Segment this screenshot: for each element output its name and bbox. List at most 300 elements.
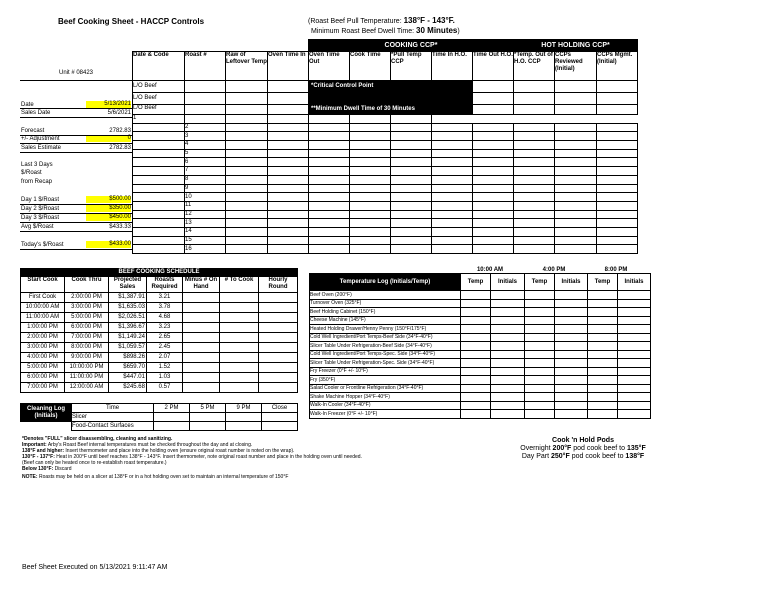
entry-cell[interactable] bbox=[514, 184, 555, 193]
entry-cell[interactable] bbox=[525, 299, 555, 308]
entry-cell[interactable] bbox=[226, 193, 268, 202]
entry-cell[interactable] bbox=[309, 167, 350, 176]
entry-cell[interactable] bbox=[491, 376, 525, 385]
entry-cell[interactable] bbox=[618, 401, 651, 410]
date-code-cell[interactable] bbox=[133, 175, 185, 184]
entry-cell[interactable] bbox=[432, 193, 473, 202]
entry-cell[interactable] bbox=[350, 210, 391, 219]
entry-cell[interactable] bbox=[491, 401, 525, 410]
entry-cell[interactable] bbox=[461, 393, 491, 402]
entry-cell[interactable] bbox=[618, 393, 651, 402]
entry-cell[interactable] bbox=[491, 325, 525, 334]
entry-cell[interactable] bbox=[268, 175, 309, 184]
entry-cell[interactable] bbox=[185, 105, 226, 115]
entry-cell[interactable] bbox=[432, 236, 473, 245]
entry-cell[interactable] bbox=[618, 384, 651, 393]
entry-cell[interactable] bbox=[555, 210, 597, 219]
entry-cell[interactable] bbox=[473, 81, 514, 93]
entry-cell[interactable] bbox=[525, 359, 555, 368]
entry-cell[interactable] bbox=[461, 333, 491, 342]
entry-cell[interactable] bbox=[226, 81, 268, 93]
entry-cell[interactable] bbox=[597, 193, 638, 202]
entry-cell[interactable] bbox=[491, 316, 525, 325]
entry-cell[interactable] bbox=[461, 316, 491, 325]
entry-cell[interactable] bbox=[268, 149, 309, 158]
entry-cell[interactable] bbox=[391, 115, 432, 124]
entry-cell[interactable] bbox=[185, 93, 226, 105]
entry-cell[interactable] bbox=[525, 342, 555, 351]
entry-cell[interactable] bbox=[618, 376, 651, 385]
entry-cell[interactable] bbox=[220, 383, 259, 393]
entry-cell[interactable] bbox=[473, 141, 514, 150]
entry-cell[interactable] bbox=[226, 422, 262, 431]
entry-cell[interactable] bbox=[432, 149, 473, 158]
entry-cell[interactable] bbox=[597, 93, 638, 105]
entry-cell[interactable] bbox=[226, 175, 268, 184]
entry-cell[interactable] bbox=[525, 350, 555, 359]
entry-cell[interactable] bbox=[350, 184, 391, 193]
entry-cell[interactable] bbox=[391, 123, 432, 132]
entry-cell[interactable] bbox=[432, 123, 473, 132]
entry-cell[interactable] bbox=[555, 325, 588, 334]
entry-cell[interactable] bbox=[491, 291, 525, 300]
entry-cell[interactable] bbox=[588, 342, 618, 351]
entry-cell[interactable] bbox=[597, 219, 638, 228]
entry-cell[interactable] bbox=[555, 308, 588, 317]
entry-cell[interactable] bbox=[350, 193, 391, 202]
entry-cell[interactable] bbox=[618, 316, 651, 325]
entry-cell[interactable] bbox=[473, 236, 514, 245]
entry-cell[interactable] bbox=[473, 227, 514, 236]
entry-cell[interactable] bbox=[514, 81, 555, 93]
entry-cell[interactable] bbox=[588, 401, 618, 410]
entry-cell[interactable] bbox=[268, 123, 309, 132]
entry-cell[interactable] bbox=[555, 81, 597, 93]
entry-cell[interactable] bbox=[259, 303, 298, 313]
entry-cell[interactable] bbox=[391, 219, 432, 228]
entry-cell[interactable] bbox=[555, 141, 597, 150]
entry-cell[interactable] bbox=[525, 393, 555, 402]
entry-cell[interactable] bbox=[309, 210, 350, 219]
entry-cell[interactable] bbox=[432, 158, 473, 167]
entry-cell[interactable] bbox=[525, 401, 555, 410]
entry-cell[interactable] bbox=[309, 123, 350, 132]
entry-cell[interactable] bbox=[555, 359, 588, 368]
entry-cell[interactable] bbox=[226, 167, 268, 176]
entry-cell[interactable] bbox=[268, 227, 309, 236]
entry-cell[interactable] bbox=[473, 184, 514, 193]
entry-cell[interactable] bbox=[514, 105, 555, 115]
entry-cell[interactable] bbox=[491, 359, 525, 368]
entry-cell[interactable] bbox=[220, 313, 259, 323]
entry-cell[interactable] bbox=[597, 149, 638, 158]
entry-cell[interactable] bbox=[473, 219, 514, 228]
entry-cell[interactable] bbox=[491, 333, 525, 342]
entry-cell[interactable] bbox=[268, 141, 309, 150]
entry-cell[interactable] bbox=[597, 245, 638, 254]
entry-cell[interactable] bbox=[555, 175, 597, 184]
entry-cell[interactable] bbox=[555, 184, 597, 193]
entry-cell[interactable] bbox=[226, 413, 262, 422]
entry-cell[interactable] bbox=[220, 303, 259, 313]
entry-cell[interactable] bbox=[268, 193, 309, 202]
entry-cell[interactable] bbox=[226, 158, 268, 167]
entry-cell[interactable] bbox=[226, 149, 268, 158]
entry-cell[interactable] bbox=[555, 333, 588, 342]
entry-cell[interactable] bbox=[259, 353, 298, 363]
entry-cell[interactable] bbox=[461, 342, 491, 351]
entry-cell[interactable] bbox=[588, 376, 618, 385]
entry-cell[interactable] bbox=[391, 158, 432, 167]
entry-cell[interactable] bbox=[432, 167, 473, 176]
entry-cell[interactable] bbox=[597, 236, 638, 245]
entry-cell[interactable] bbox=[618, 299, 651, 308]
entry-cell[interactable] bbox=[473, 193, 514, 202]
date-code-cell[interactable] bbox=[133, 167, 185, 176]
date-code-cell[interactable] bbox=[133, 236, 185, 245]
entry-cell[interactable] bbox=[350, 219, 391, 228]
entry-cell[interactable] bbox=[183, 383, 220, 393]
entry-cell[interactable] bbox=[461, 376, 491, 385]
entry-cell[interactable] bbox=[514, 201, 555, 210]
entry-cell[interactable] bbox=[525, 384, 555, 393]
entry-cell[interactable] bbox=[514, 193, 555, 202]
entry-cell[interactable] bbox=[514, 245, 555, 254]
entry-cell[interactable] bbox=[391, 149, 432, 158]
entry-cell[interactable] bbox=[350, 201, 391, 210]
entry-cell[interactable] bbox=[461, 359, 491, 368]
entry-cell[interactable] bbox=[432, 175, 473, 184]
entry-cell[interactable] bbox=[259, 323, 298, 333]
entry-cell[interactable] bbox=[262, 413, 298, 422]
entry-cell[interactable] bbox=[309, 141, 350, 150]
entry-cell[interactable] bbox=[618, 350, 651, 359]
entry-cell[interactable] bbox=[183, 303, 220, 313]
entry-cell[interactable] bbox=[514, 219, 555, 228]
entry-cell[interactable] bbox=[473, 210, 514, 219]
entry-cell[interactable] bbox=[555, 219, 597, 228]
entry-cell[interactable] bbox=[259, 333, 298, 343]
entry-cell[interactable] bbox=[597, 81, 638, 93]
entry-cell[interactable] bbox=[525, 376, 555, 385]
entry-cell[interactable] bbox=[514, 167, 555, 176]
entry-cell[interactable] bbox=[268, 167, 309, 176]
entry-cell[interactable] bbox=[618, 342, 651, 351]
entry-cell[interactable] bbox=[514, 158, 555, 167]
entry-cell[interactable] bbox=[268, 184, 309, 193]
entry-cell[interactable] bbox=[597, 167, 638, 176]
entry-cell[interactable] bbox=[588, 291, 618, 300]
entry-cell[interactable] bbox=[432, 184, 473, 193]
entry-cell[interactable] bbox=[618, 291, 651, 300]
entry-cell[interactable] bbox=[183, 333, 220, 343]
entry-cell[interactable] bbox=[226, 115, 268, 124]
entry-cell[interactable] bbox=[226, 132, 268, 141]
entry-cell[interactable] bbox=[618, 367, 651, 376]
entry-cell[interactable] bbox=[473, 123, 514, 132]
entry-cell[interactable] bbox=[555, 149, 597, 158]
entry-cell[interactable] bbox=[309, 184, 350, 193]
entry-cell[interactable] bbox=[309, 227, 350, 236]
entry-cell[interactable] bbox=[588, 350, 618, 359]
entry-cell[interactable] bbox=[473, 158, 514, 167]
entry-cell[interactable] bbox=[391, 236, 432, 245]
entry-cell[interactable] bbox=[461, 410, 491, 419]
date-code-cell[interactable] bbox=[133, 132, 185, 141]
entry-cell[interactable] bbox=[309, 245, 350, 254]
entry-cell[interactable] bbox=[525, 333, 555, 342]
entry-cell[interactable] bbox=[391, 167, 432, 176]
entry-cell[interactable] bbox=[226, 245, 268, 254]
entry-cell[interactable] bbox=[473, 132, 514, 141]
entry-cell[interactable] bbox=[491, 393, 525, 402]
entry-cell[interactable] bbox=[555, 158, 597, 167]
entry-cell[interactable] bbox=[473, 201, 514, 210]
entry-cell[interactable] bbox=[588, 325, 618, 334]
entry-cell[interactable] bbox=[555, 236, 597, 245]
entry-cell[interactable] bbox=[555, 367, 588, 376]
date-code-cell[interactable] bbox=[133, 141, 185, 150]
entry-cell[interactable] bbox=[555, 291, 588, 300]
entry-cell[interactable] bbox=[525, 308, 555, 317]
entry-cell[interactable] bbox=[588, 410, 618, 419]
entry-cell[interactable] bbox=[514, 123, 555, 132]
date-code-cell[interactable] bbox=[133, 227, 185, 236]
entry-cell[interactable] bbox=[432, 210, 473, 219]
entry-cell[interactable] bbox=[432, 219, 473, 228]
entry-cell[interactable] bbox=[597, 105, 638, 115]
entry-cell[interactable] bbox=[259, 363, 298, 373]
entry-cell[interactable] bbox=[588, 393, 618, 402]
entry-cell[interactable] bbox=[268, 158, 309, 167]
entry-cell[interactable] bbox=[588, 299, 618, 308]
entry-cell[interactable] bbox=[350, 123, 391, 132]
entry-cell[interactable] bbox=[226, 219, 268, 228]
date-code-cell[interactable] bbox=[133, 201, 185, 210]
date-code-cell[interactable] bbox=[133, 184, 185, 193]
entry-cell[interactable] bbox=[514, 227, 555, 236]
entry-cell[interactable] bbox=[226, 227, 268, 236]
entry-cell[interactable] bbox=[268, 236, 309, 245]
entry-cell[interactable] bbox=[309, 193, 350, 202]
entry-cell[interactable] bbox=[432, 245, 473, 254]
entry-cell[interactable] bbox=[190, 413, 226, 422]
entry-cell[interactable] bbox=[473, 105, 514, 115]
entry-cell[interactable] bbox=[588, 316, 618, 325]
entry-cell[interactable] bbox=[555, 167, 597, 176]
entry-cell[interactable] bbox=[190, 422, 226, 431]
entry-cell[interactable] bbox=[268, 201, 309, 210]
entry-cell[interactable] bbox=[473, 245, 514, 254]
entry-cell[interactable] bbox=[588, 359, 618, 368]
entry-cell[interactable] bbox=[618, 410, 651, 419]
entry-cell[interactable] bbox=[597, 227, 638, 236]
entry-cell[interactable] bbox=[309, 149, 350, 158]
entry-cell[interactable] bbox=[461, 367, 491, 376]
entry-cell[interactable] bbox=[268, 115, 309, 124]
entry-cell[interactable] bbox=[555, 299, 588, 308]
entry-cell[interactable] bbox=[432, 201, 473, 210]
entry-cell[interactable] bbox=[588, 367, 618, 376]
entry-cell[interactable] bbox=[461, 325, 491, 334]
entry-cell[interactable] bbox=[154, 422, 190, 431]
entry-cell[interactable] bbox=[259, 373, 298, 383]
date-code-cell[interactable] bbox=[133, 123, 185, 132]
entry-cell[interactable] bbox=[555, 227, 597, 236]
entry-cell[interactable] bbox=[491, 299, 525, 308]
entry-cell[interactable] bbox=[391, 184, 432, 193]
entry-cell[interactable] bbox=[268, 81, 309, 93]
entry-cell[interactable] bbox=[588, 384, 618, 393]
entry-cell[interactable] bbox=[391, 245, 432, 254]
entry-cell[interactable] bbox=[491, 342, 525, 351]
entry-cell[interactable] bbox=[259, 343, 298, 353]
entry-cell[interactable] bbox=[309, 201, 350, 210]
entry-cell[interactable] bbox=[391, 201, 432, 210]
entry-cell[interactable] bbox=[514, 93, 555, 105]
entry-cell[interactable] bbox=[473, 167, 514, 176]
entry-cell[interactable] bbox=[350, 236, 391, 245]
entry-cell[interactable] bbox=[618, 308, 651, 317]
entry-cell[interactable] bbox=[154, 413, 190, 422]
entry-cell[interactable] bbox=[597, 123, 638, 132]
entry-cell[interactable] bbox=[473, 93, 514, 105]
entry-cell[interactable] bbox=[220, 323, 259, 333]
entry-cell[interactable] bbox=[514, 149, 555, 158]
entry-cell[interactable] bbox=[226, 141, 268, 150]
entry-cell[interactable] bbox=[268, 219, 309, 228]
entry-cell[interactable] bbox=[491, 367, 525, 376]
entry-cell[interactable] bbox=[555, 132, 597, 141]
entry-cell[interactable] bbox=[597, 141, 638, 150]
entry-cell[interactable] bbox=[226, 105, 268, 115]
entry-cell[interactable] bbox=[555, 342, 588, 351]
entry-cell[interactable] bbox=[183, 353, 220, 363]
entry-cell[interactable] bbox=[183, 313, 220, 323]
entry-cell[interactable] bbox=[461, 291, 491, 300]
entry-cell[interactable] bbox=[525, 410, 555, 419]
entry-cell[interactable] bbox=[597, 158, 638, 167]
entry-cell[interactable] bbox=[491, 384, 525, 393]
date-code-cell[interactable] bbox=[133, 149, 185, 158]
entry-cell[interactable] bbox=[309, 115, 350, 124]
entry-cell[interactable] bbox=[555, 193, 597, 202]
entry-cell[interactable] bbox=[309, 219, 350, 228]
entry-cell[interactable] bbox=[391, 132, 432, 141]
entry-cell[interactable] bbox=[514, 175, 555, 184]
entry-cell[interactable] bbox=[220, 373, 259, 383]
entry-cell[interactable] bbox=[226, 236, 268, 245]
entry-cell[interactable] bbox=[391, 193, 432, 202]
entry-cell[interactable] bbox=[597, 132, 638, 141]
entry-cell[interactable] bbox=[618, 359, 651, 368]
entry-cell[interactable] bbox=[350, 227, 391, 236]
entry-cell[interactable] bbox=[461, 308, 491, 317]
entry-cell[interactable] bbox=[350, 158, 391, 167]
entry-cell[interactable] bbox=[350, 141, 391, 150]
entry-cell[interactable] bbox=[391, 141, 432, 150]
entry-cell[interactable] bbox=[525, 291, 555, 300]
entry-cell[interactable] bbox=[491, 308, 525, 317]
entry-cell[interactable] bbox=[473, 149, 514, 158]
entry-cell[interactable] bbox=[588, 333, 618, 342]
entry-cell[interactable] bbox=[555, 123, 597, 132]
entry-cell[interactable] bbox=[391, 227, 432, 236]
entry-cell[interactable] bbox=[555, 201, 597, 210]
entry-cell[interactable] bbox=[588, 308, 618, 317]
entry-cell[interactable] bbox=[597, 175, 638, 184]
entry-cell[interactable] bbox=[525, 316, 555, 325]
entry-cell[interactable] bbox=[309, 158, 350, 167]
date-code-cell[interactable] bbox=[133, 193, 185, 202]
entry-cell[interactable] bbox=[555, 350, 588, 359]
entry-cell[interactable] bbox=[309, 175, 350, 184]
entry-cell[interactable] bbox=[432, 132, 473, 141]
entry-cell[interactable] bbox=[491, 410, 525, 419]
entry-cell[interactable] bbox=[491, 350, 525, 359]
entry-cell[interactable] bbox=[555, 376, 588, 385]
date-code-cell[interactable] bbox=[133, 245, 185, 254]
entry-cell[interactable] bbox=[514, 236, 555, 245]
entry-cell[interactable] bbox=[268, 210, 309, 219]
entry-cell[interactable] bbox=[220, 343, 259, 353]
entry-cell[interactable] bbox=[183, 373, 220, 383]
entry-cell[interactable] bbox=[461, 350, 491, 359]
entry-cell[interactable] bbox=[618, 333, 651, 342]
entry-cell[interactable] bbox=[268, 132, 309, 141]
entry-cell[interactable] bbox=[350, 175, 391, 184]
entry-cell[interactable] bbox=[220, 363, 259, 373]
date-code-cell[interactable] bbox=[133, 219, 185, 228]
entry-cell[interactable] bbox=[350, 245, 391, 254]
entry-cell[interactable] bbox=[262, 422, 298, 431]
entry-cell[interactable] bbox=[268, 93, 309, 105]
entry-cell[interactable] bbox=[597, 210, 638, 219]
entry-cell[interactable] bbox=[183, 293, 220, 303]
entry-cell[interactable] bbox=[226, 210, 268, 219]
entry-cell[interactable] bbox=[555, 93, 597, 105]
entry-cell[interactable] bbox=[555, 316, 588, 325]
entry-cell[interactable] bbox=[350, 132, 391, 141]
entry-cell[interactable] bbox=[514, 210, 555, 219]
entry-cell[interactable] bbox=[555, 410, 588, 419]
entry-cell[interactable] bbox=[350, 115, 391, 124]
entry-cell[interactable] bbox=[259, 293, 298, 303]
entry-cell[interactable] bbox=[183, 343, 220, 353]
entry-cell[interactable] bbox=[185, 81, 226, 93]
entry-cell[interactable] bbox=[268, 105, 309, 115]
entry-cell[interactable] bbox=[555, 245, 597, 254]
entry-cell[interactable] bbox=[220, 333, 259, 343]
entry-cell[interactable] bbox=[555, 105, 597, 115]
entry-cell[interactable] bbox=[432, 227, 473, 236]
entry-cell[interactable] bbox=[226, 184, 268, 193]
entry-cell[interactable] bbox=[183, 323, 220, 333]
entry-cell[interactable] bbox=[597, 184, 638, 193]
entry-cell[interactable] bbox=[268, 245, 309, 254]
entry-cell[interactable] bbox=[473, 175, 514, 184]
date-code-cell[interactable] bbox=[133, 210, 185, 219]
entry-cell[interactable] bbox=[555, 393, 588, 402]
entry-cell[interactable] bbox=[514, 132, 555, 141]
entry-cell[interactable] bbox=[309, 132, 350, 141]
entry-cell[interactable] bbox=[461, 401, 491, 410]
entry-cell[interactable] bbox=[461, 384, 491, 393]
entry-cell[interactable] bbox=[432, 141, 473, 150]
entry-cell[interactable] bbox=[226, 93, 268, 105]
entry-cell[interactable] bbox=[525, 325, 555, 334]
entry-cell[interactable] bbox=[220, 353, 259, 363]
